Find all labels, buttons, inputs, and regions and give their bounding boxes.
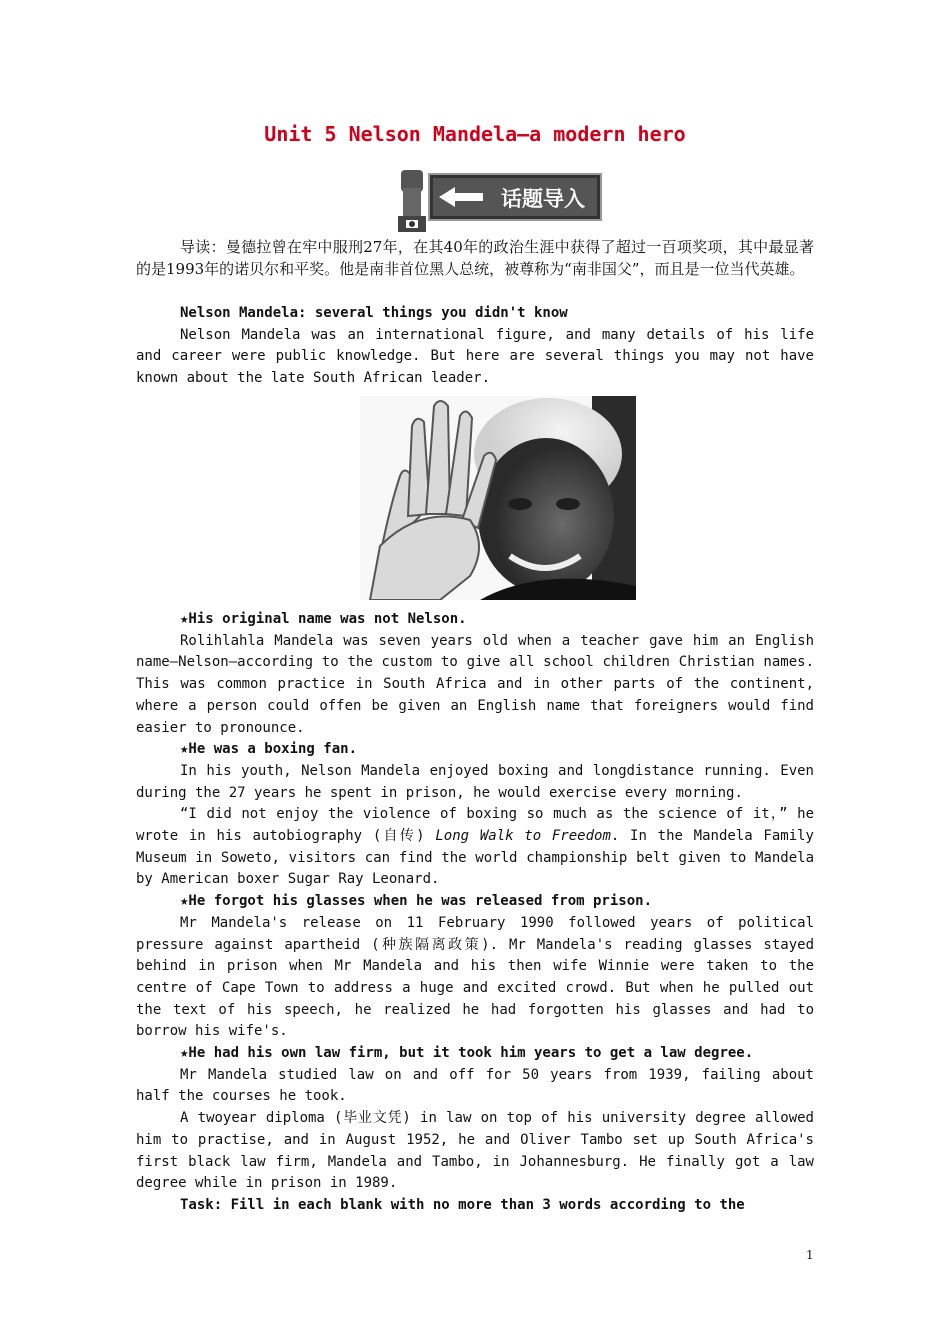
section-heading-glasses: ★He forgot his glasses when he was released from prison. [180,893,653,910]
section-paragraph-quote [136,804,814,891]
quote-continuation: . In the Mandela Family Museum in Soweto, visitors can find the world championship belt given to Mandela by American boxer Sugar Ray Leonard. [136,828,814,888]
mandela-photo [360,396,636,600]
task-instruction: Task: Fill in each blank with no more than 3 words according to the [180,1196,745,1213]
section-paragraph: Rolihlahla Mandela was seven years old when a teacher gave him an English name—Nelson—according to the custom to give all school children Christian names. This was common practice in South Africa and in other parts of the continent, where a person could offen be given an English name that foreigners would find easier to pronounce. [136,632,814,736]
section-paragraph: In his youth, Nelson Mandela enjoyed boxing and longdistance running. Even during the 27 years he spent in prison, he would exercise every morning. [136,762,814,801]
banner-label: 话题导入 [501,187,585,211]
quote-text: “I did not enjoy the violence of boxing so much as the science of it，” he wrote in his autobiography (自传) [136,806,814,845]
pointing-hand-icon [398,170,426,232]
article-body [136,609,814,1217]
section-paragraph: A twoyear diploma (毕业文凭) in law on top of his university degree allowed him to practise, and in August 1952, he and Oliver Tambo set up South Africa's first black law firm, Mandela and Tambo, in Johannesburg. He finally got a law degree while in prison in 1989. [136,1110,814,1192]
topic-banner [395,168,605,234]
section-heading-name: ★His original name was not Nelson. [180,611,467,627]
article-intro: Nelson Mandela was an international figure, and many details of his life and career were public knowledge. But here are several things you may not have known about the late South African leader. [136,326,814,387]
chinese-intro: 导读：曼德拉曾在牢中服刑27年，在其40年的政治生涯中获得了超过一百项奖项，其中最显著的是1993年的诺贝尔和平奖。他是南非首位黑人总统，被尊称为“南非国父”，而且是一位当代英雄。 [136,238,814,278]
article-top [136,303,814,390]
section-heading-law: ★He had his own law firm, but it took him years to get a law degree. [180,1045,754,1062]
article-heading: Nelson Mandela: several things you didn't know [180,305,568,321]
section-paragraph: Mr Mandela studied law on and off for 50 years from 1939, failing about half the courses he took. [136,1066,814,1105]
page-title: Unit 5 Nelson Mandela—a modern hero [264,122,686,146]
book-title: Long Walk to Freedom [435,828,611,845]
section-heading-boxing: ★He was a boxing fan. [180,741,358,758]
section-paragraph: Mr Mandela's release on 11 February 1990 followed years of political pressure against apartheid (种族隔离政策). Mr Mandela's reading glasses stayed behind in prison when Mr Mandela and his then wife Winnie were taken to the centre of Cape Town to address a huge and excited crowd. But when he pulled out the text of his speech, he realized he had forgotten his glasses and had to borrow his wife's. [136,914,814,1040]
page-number: 1 [806,1248,814,1262]
